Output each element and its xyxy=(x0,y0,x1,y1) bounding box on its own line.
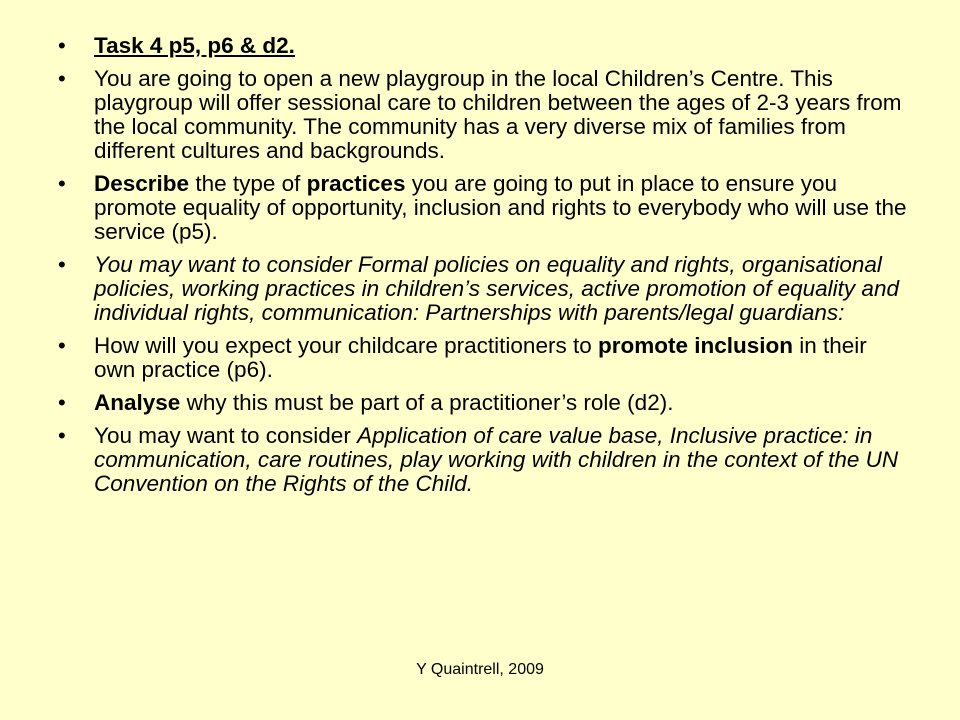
bullet-dot-icon: • xyxy=(58,66,66,91)
bullet-dot-icon: • xyxy=(58,423,66,448)
consider-policies-text: You may want to consider Formal policies on equality and rights, organisational policies, working practices in children’s services, active promotion of equality and individual rights, communication: Partnerships with parents/legal guardians: xyxy=(94,252,899,325)
promote-inclusion-keyword: promote inclusion xyxy=(597,333,793,358)
bullet-dot-icon: • xyxy=(58,390,66,415)
bullet-list xyxy=(58,34,908,505)
bullet-scenario xyxy=(58,67,908,163)
analyse-keyword: Analyse xyxy=(94,390,181,415)
promote-inclusion-text-rest: in their own practice (p6). xyxy=(94,333,867,382)
bullet-dot-icon: • xyxy=(58,333,66,358)
footer-credit: Y Quaintrell, 2009 xyxy=(416,661,544,678)
practices-keyword: practices xyxy=(306,171,406,196)
scenario-text: You are going to open a new playgroup in the local Children’s Centre. This playgroup will offer sessional care to children between the ages of 2-3 years from the local community. The community has a very diverse mix of families from different cultures and backgrounds. xyxy=(94,66,902,163)
bullet-consider-care-values xyxy=(58,424,908,496)
bullet-task-heading xyxy=(58,34,908,58)
describe-keyword: Describe xyxy=(94,171,190,196)
consider-care-values-lead: You may want to consider xyxy=(94,423,358,448)
bullet-consider-policies xyxy=(58,253,908,325)
task-heading-text: Task 4 p5, p6 & d2. xyxy=(94,33,295,58)
consider-care-values-text: Application of care value base, Inclusive practice: in communication, care routines, play working with children in the context of the UN Convention on the Rights of the Child. xyxy=(94,423,899,496)
describe-text-rest: you are going to put in place to ensure you promote equality of opportunity, inclusion and rights to everybody who will use the service (p5). xyxy=(94,171,907,244)
bullet-promote-inclusion xyxy=(58,334,908,382)
bullet-dot-icon: • xyxy=(58,33,66,58)
describe-text-part: the type of xyxy=(189,171,307,196)
analyse-text: why this must be part of a practitioner’s role (d2). xyxy=(180,390,674,415)
bullet-describe-practices xyxy=(58,172,908,244)
promote-inclusion-text-part: How will you expect your childcare practitioners to xyxy=(94,333,598,358)
bullet-dot-icon: • xyxy=(58,252,66,277)
bullet-analyse-role xyxy=(58,391,908,415)
bullet-dot-icon: • xyxy=(58,171,66,196)
